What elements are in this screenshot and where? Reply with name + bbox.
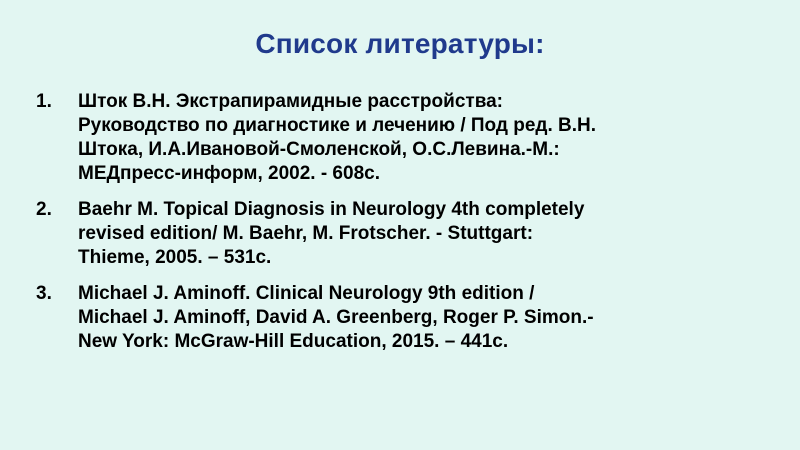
reference-line: Baehr M. Topical Diagnosis in Neurology 4th completely: [78, 199, 585, 220]
reference-line: Штока, И.А.Ивановой-Смоленской, О.С.Левина.-М.:: [78, 139, 560, 160]
reference-text: [78, 198, 756, 270]
reference-line: Шток В.Н. Экстрапирамидные расстройства:: [78, 91, 504, 112]
reference-line: Michael J. Aminoff. Clinical Neurology 9th edition /: [78, 283, 535, 304]
reference-text: [78, 282, 756, 354]
reference-item-3: [36, 282, 756, 354]
reference-line: New York: McGraw-Hill Education, 2015. – 441с.: [78, 331, 509, 352]
reference-number: 2.: [36, 199, 52, 220]
reference-line: Michael J. Aminoff, David A. Greenberg, Roger P. Simon.-: [78, 307, 594, 328]
reference-line: Thieme, 2005. – 531с.: [78, 247, 272, 268]
reference-number: 3.: [36, 283, 52, 304]
reference-item-1: [36, 90, 756, 186]
reference-list: [36, 90, 756, 366]
reference-number: 1.: [36, 91, 52, 112]
reference-line: revised edition/ M. Baehr, M. Frotscher. - Stuttgart:: [78, 223, 534, 244]
reference-text: [78, 90, 756, 186]
reference-item-2: [36, 198, 756, 270]
slide-title: Список литературы:: [255, 28, 545, 59]
reference-line: МЕДпресс-информ, 2002. - 608с.: [78, 163, 380, 184]
reference-line: Руководство по диагностике и лечению / Под ред. В.Н.: [78, 115, 597, 136]
